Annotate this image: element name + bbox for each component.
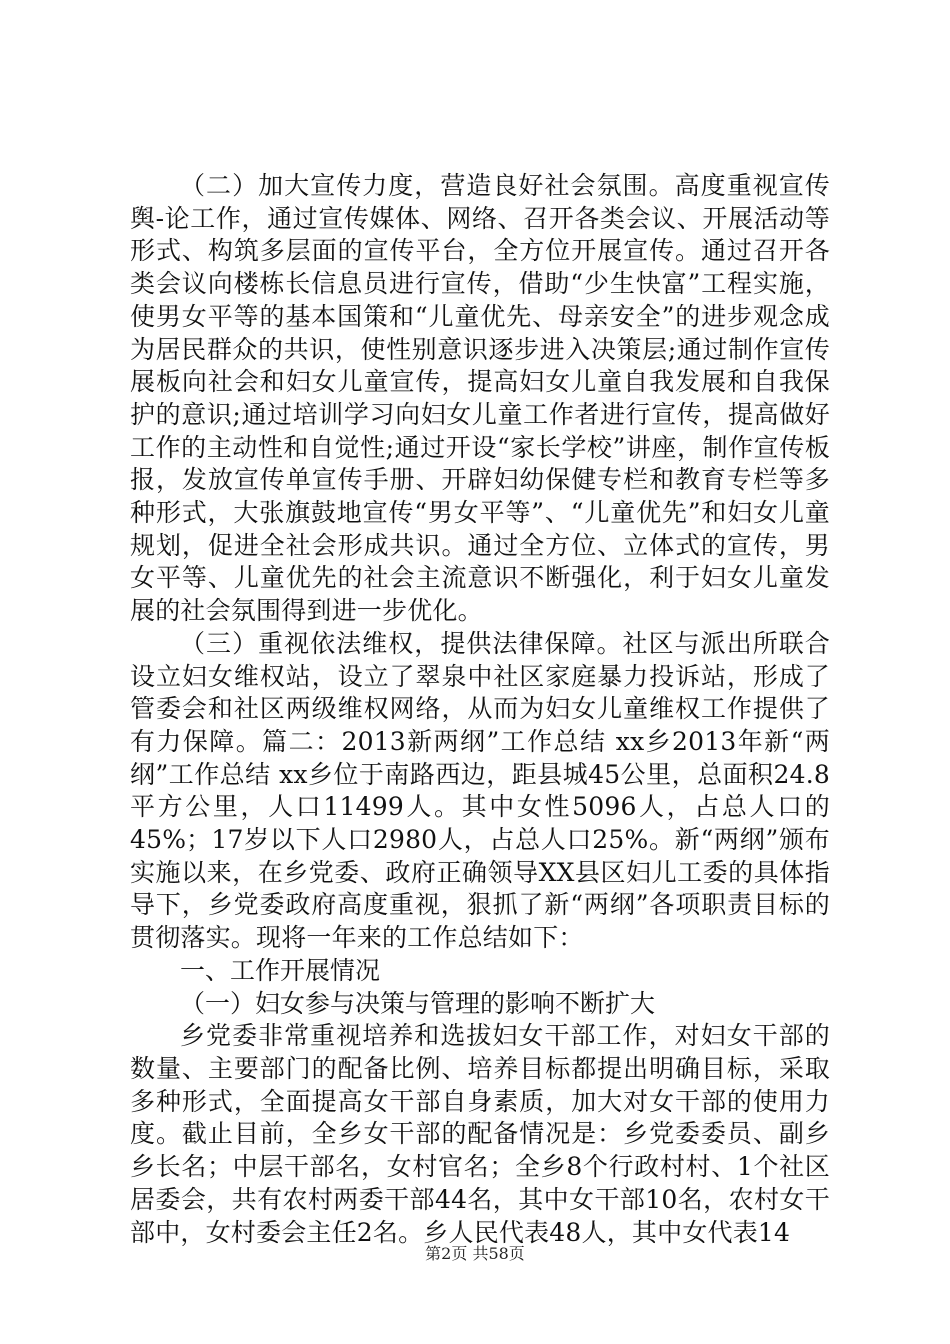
subsection-heading: （一）妇女参与决策与管理的影响不断扩大 <box>180 988 656 1018</box>
paragraph-women-cadres: 乡党委非常重视培养和选拔妇女干部工作，对妇女干部的数量、主要部门的配备比例、培养目标都提出明确目标，采取多种形式，全面提高女干部自身素质，加大对女干部的使用力度。截止目前，全乡女干部的配备情况是：乡党委委员、副乡乡长名；中层干部名，女村官名；全乡8个行政村村、1个社区居委会，共有农村两委干部44名，其中女干部10名，农村女干部中，女村委会主任2名。乡人民代表48人，其中女代表14 <box>130 1021 830 1247</box>
page-number-footer: 第2页 共58页 <box>425 1244 525 1263</box>
paragraph-legal-rights: （三）重视依法维权，提供法律保障。社区与派出所联合设立妇女维权站，设立了翠泉中社区家庭暴力投诉站，形成了管委会和社区两级维权网络，从而为妇女儿童维权工作提供了有力保障。篇二：2013新两纲”工作总结 xx乡2013年新“两纲”工作总结 xx乡位于南路西边，距县城45公里，总面积24.8平方公里，人口11499人。其中女性5096人，占总人口的45%；17岁以下人口2980人，占总人口25%。新“两纲”颁布实施以来，在乡党委、政府正确领导XX县区妇儿工委的具体指导下，乡党委政府高度重视，狠抓了新“两纲”各项职责目标的贯彻落实。现将一年来的工作总结如下： <box>130 628 830 953</box>
document-body <box>130 170 830 1249</box>
section-heading: 一、工作开展情况 <box>180 955 381 985</box>
paragraph-publicity: （二）加大宣传力度，营造良好社会氛围。高度重视宣传舆-论工作，通过宣传媒体、网络、召开各类会议、开展活动等形式、构筑多层面的宣传平台，全方位开展宣传。通过召开各类会议向楼栋长信息员进行宣传，借助“少生快富”工程实施，使男女平等的基本国策和“儿童优先、母亲安全”的进步观念成为居民群众的共识，使性别意识逐步进入决策层;通过制作宣传展板向社会和妇女儿童宣传，提高妇女儿童自我发展和自我保护的意识;通过培训学习向妇女儿童工作者进行宣传，提高做好工作的主动性和自觉性;通过开设“家长学校”讲座，制作宣传板报，发放宣传单宣传手册、开辟妇幼保健专栏和教育专栏等多种形式，大张旗鼓地宣传“男女平等”、“儿童优先”和妇女儿童规划，促进全社会形成共识。通过全方位、立体式的宣传，男女平等、儿童优先的社会主流意识不断强化，利于妇女儿童发展的社会氛围得到进一步优化。 <box>130 171 830 626</box>
